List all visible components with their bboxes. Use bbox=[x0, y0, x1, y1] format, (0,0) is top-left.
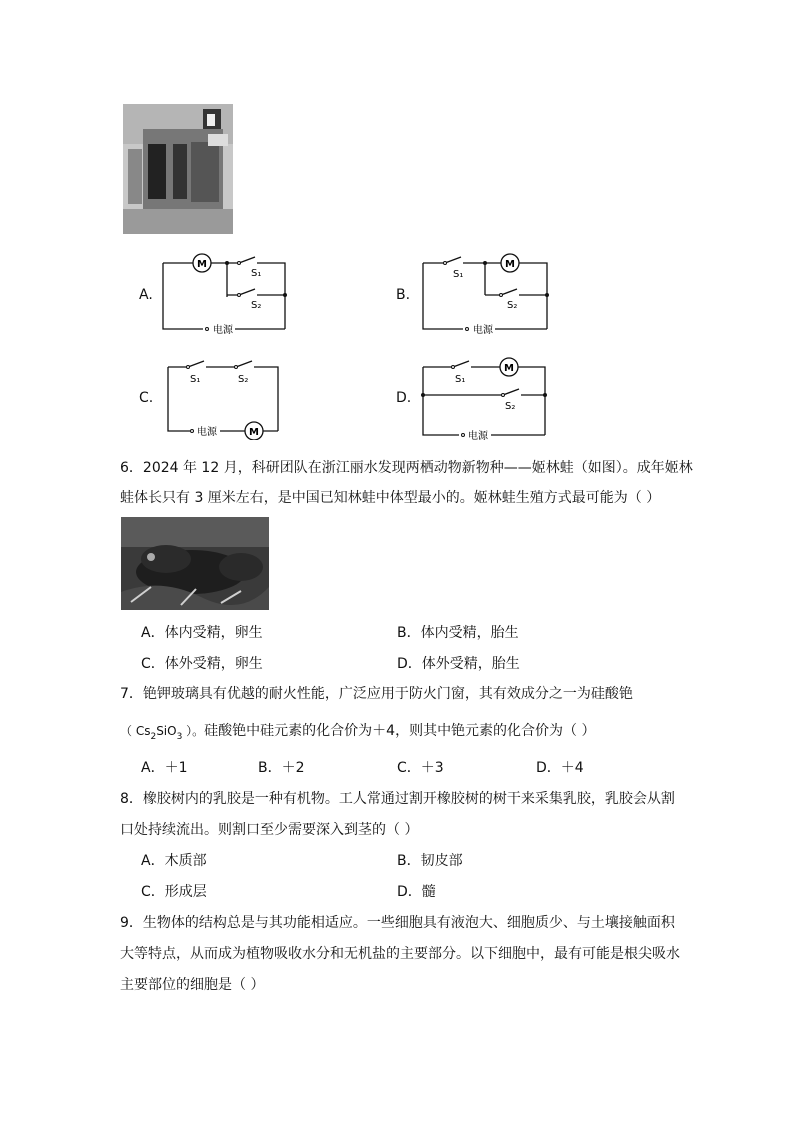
q7-option-d: D．＋4 bbox=[536, 760, 584, 776]
q6-option-b: B．体内受精，胎生 bbox=[397, 625, 519, 641]
q6-line-1: 6．2024 年 12 月，科研团队在浙江丽水发现两栖动物新物种——姬林蛙（如图）。成年姬林 bbox=[120, 460, 693, 476]
switch2-label: S₂ bbox=[505, 401, 516, 412]
q7-option-b: B．＋2 bbox=[258, 760, 305, 776]
power-label: 电源 bbox=[197, 427, 217, 438]
switch1-label: S₁ bbox=[190, 374, 201, 385]
q8-option-a: A．木质部 bbox=[141, 853, 207, 869]
circuit-d-diagram bbox=[415, 355, 555, 445]
q6-option-d: D．体外受精，胎生 bbox=[397, 656, 520, 672]
switch2-label: S₂ bbox=[251, 300, 262, 311]
q7-option-c: C．＋3 bbox=[397, 760, 444, 776]
option-b-letter: B. bbox=[396, 287, 411, 303]
motor-label: M bbox=[504, 363, 514, 374]
motor-label: M bbox=[249, 427, 259, 438]
option-d-letter: D. bbox=[396, 390, 412, 406]
switch2-label: S₂ bbox=[238, 374, 249, 385]
q9-line-2: 大等特点，从而成为植物吸收水分和无机盐的主要部分。以下细胞中，最有可能是根尖吸水 bbox=[120, 946, 680, 962]
circuit-a-diagram bbox=[155, 245, 295, 335]
q7-line-1: 7．铯钾玻璃具有优越的耐火性能，广泛应用于防火门窗，其有效成分之一为硅酸铯 bbox=[120, 686, 633, 702]
q9-line-3: 主要部位的细胞是（ ） bbox=[120, 977, 265, 993]
motor-label: M bbox=[197, 259, 207, 270]
q8-line-2: 口处持续流出。则割口至少需要深入到茎的（ ） bbox=[120, 822, 419, 838]
q8-line-1: 8．橡胶树内的乳胶是一种有机物。工人常通过割开橡胶树的树干来采集乳胶，乳胶会从割 bbox=[120, 791, 675, 807]
formula-sub-2: 2 bbox=[150, 731, 157, 742]
motor-label: M bbox=[505, 259, 515, 270]
frog-photo bbox=[121, 517, 269, 610]
switch1-label: S₁ bbox=[251, 268, 262, 279]
q9-line-1: 9．生物体的结构总是与其功能相适应。一些细胞具有液泡大、细胞质少、与土壤接触面积 bbox=[120, 915, 675, 931]
circuit-c-diagram bbox=[160, 355, 290, 440]
q6-line-2: 蛙体长只有 3 厘米左右，是中国已知林蛙中体型最小的。姬林蛙生殖方式最可能为（ ） bbox=[120, 490, 661, 506]
q7-line-2-text: 硅酸铯中硅元素的化合价为＋4，则其中铯元素的化合价为（ ） bbox=[204, 723, 596, 739]
q7-line-2 bbox=[120, 721, 596, 747]
switch1-label: S₁ bbox=[453, 269, 464, 280]
q6-option-a: A．体内受精，卵生 bbox=[141, 625, 263, 641]
q6-option-c: C．体外受精，卵生 bbox=[141, 656, 263, 672]
q8-option-c: C．形成层 bbox=[141, 884, 207, 900]
formula-sub-3: 3 bbox=[176, 731, 183, 742]
power-label: 电源 bbox=[468, 431, 488, 442]
formula-close: ）。 bbox=[182, 724, 205, 738]
q8-option-b: B．韧皮部 bbox=[397, 853, 463, 869]
formula-open: （ Cs bbox=[120, 724, 151, 738]
q7-option-a: A．＋1 bbox=[141, 760, 188, 776]
switch2-label: S₂ bbox=[507, 300, 518, 311]
switch1-label: S₁ bbox=[455, 374, 466, 385]
turnstile-photo bbox=[123, 104, 233, 234]
circuit-b-diagram bbox=[415, 245, 555, 335]
formula-mid: SiO bbox=[156, 724, 177, 738]
q8-option-d: D．髓 bbox=[397, 884, 436, 900]
power-label: 电源 bbox=[213, 325, 233, 335]
power-label: 电源 bbox=[473, 325, 493, 335]
option-a-letter: A. bbox=[139, 287, 153, 303]
option-c-letter: C. bbox=[139, 390, 154, 406]
